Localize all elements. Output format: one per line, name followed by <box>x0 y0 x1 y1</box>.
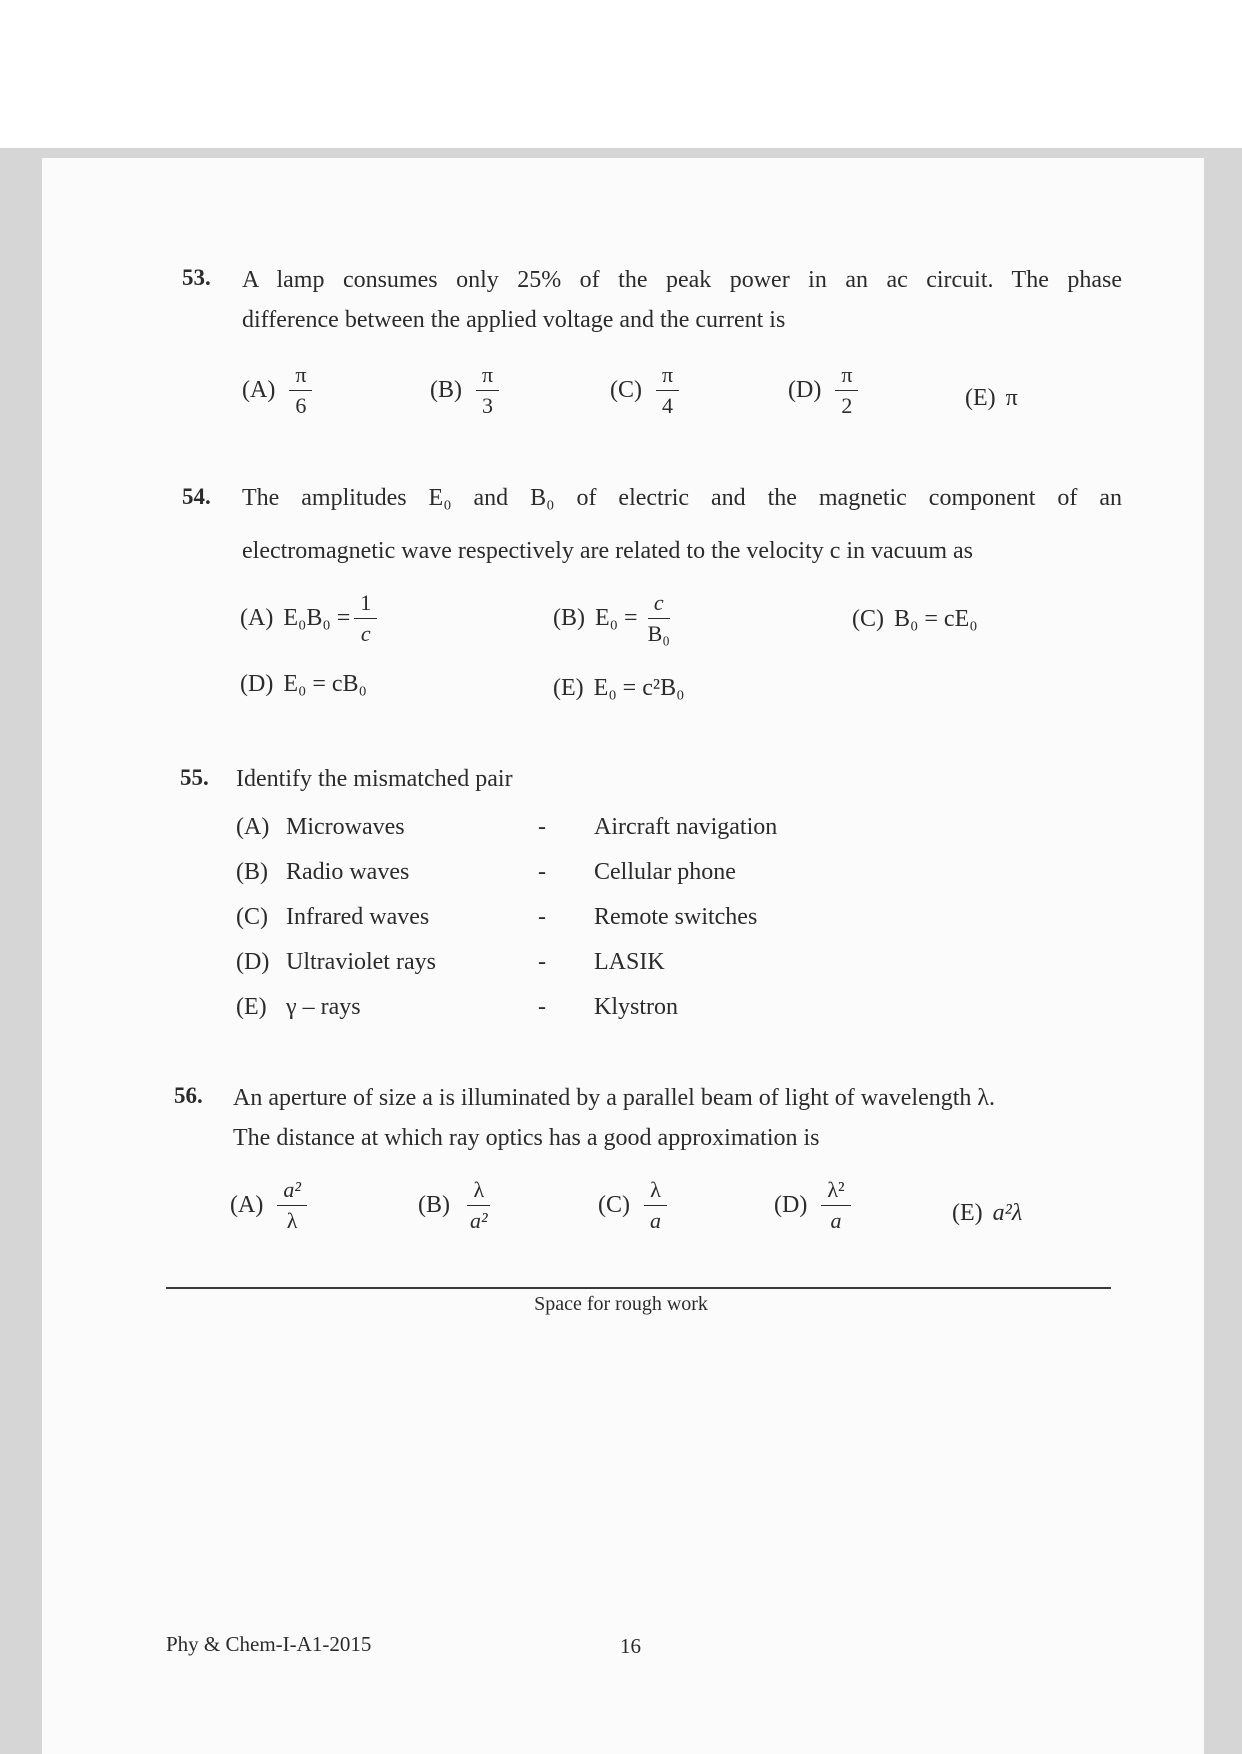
question-54-option-a[interactable]: (A) E₀B₀ = $\frac{1}{c}$ <box>240 590 381 647</box>
fraction: $\frac{\lambda}{\text{a²}}$ <box>464 1177 494 1234</box>
rough-work-label: Space for rough work <box>534 1293 708 1315</box>
page-number: 16 <box>620 1634 641 1658</box>
question-54-option-b[interactable]: (B) E₀ = $\frac{c}{\text{B₀}}$ <box>553 590 680 647</box>
question-54-line-1: The amplitudes E₀ and B₀ of electric and the magnetic component of an <box>242 485 1122 511</box>
question-55-option-c[interactable]: (C) Infrared waves - Remote switches <box>236 904 758 930</box>
question-55-option-d[interactable]: (D) Ultraviolet rays - LASIK <box>236 949 665 975</box>
fraction: $\frac{c}{\text{B₀}}$ <box>647 590 670 646</box>
fraction: $\frac{\pi}{2}$ <box>835 362 858 419</box>
fraction: $\frac{\pi}{3}$ <box>476 362 499 419</box>
fraction: $\frac{\text{λ²}}{a}$ <box>821 1177 850 1234</box>
question-53-option-c[interactable]: (C) $\frac{\pi}{4}$ <box>610 362 683 419</box>
question-55-number: 55. <box>180 765 209 790</box>
question-54-line-2: electromagnetic wave respectively are related to the velocity c in vacuum as <box>242 538 973 564</box>
question-56-number: 56. <box>174 1083 203 1108</box>
question-56-option-c[interactable]: (C) $\frac{\lambda}{a}$ <box>598 1177 671 1234</box>
question-55-text: Identify the mismatched pair <box>236 766 513 792</box>
question-56-line-1: An aperture of size a is illuminated by a parallel beam of light of wavelength λ. <box>233 1085 996 1111</box>
question-54-option-e[interactable]: (E) E₀ = c²B₀ <box>553 675 685 701</box>
question-56-line-2: The distance at which ray optics has a good approximation is <box>233 1125 820 1151</box>
question-54-number: 54. <box>182 484 211 509</box>
question-53-number: 53. <box>182 265 211 290</box>
question-55-option-e[interactable]: (E) γ – rays - Klystron <box>236 994 678 1020</box>
question-53-line-1: A lamp consumes only 25% of the peak power in an ac circuit. The phase <box>242 267 1122 293</box>
question-56-option-b[interactable]: (B) $\frac{\lambda}{\text{a²}}$ <box>418 1177 498 1234</box>
question-56-option-e[interactable]: (E) a²λ <box>952 1200 1023 1226</box>
question-56-option-d[interactable]: (D) $\frac{\text{λ²}}{a}$ <box>774 1177 855 1234</box>
question-54-option-c[interactable]: (C) B₀ = cE₀ <box>852 606 978 632</box>
question-53-option-d[interactable]: (D) $\frac{\pi}{2}$ <box>788 362 862 419</box>
divider-line <box>166 1287 1111 1289</box>
paper-code: Phy & Chem-I-A1-2015 <box>166 1632 372 1656</box>
question-54-option-d[interactable]: (D) E₀ = cB₀ <box>240 671 367 697</box>
question-55-option-a[interactable]: (A) Microwaves - Aircraft navigation <box>236 814 778 840</box>
fraction: $\frac{\lambda}{a}$ <box>644 1177 667 1234</box>
fraction: $\frac{\pi}{6}$ <box>289 362 312 419</box>
fraction: $\frac{1}{c}$ <box>354 590 377 647</box>
question-55-option-b[interactable]: (B) Radio waves - Cellular phone <box>236 859 736 885</box>
question-56-option-a[interactable]: (A) $\frac{\text{a²}}{\lambda}$ <box>230 1177 311 1234</box>
fraction: $\frac{\pi}{4}$ <box>656 362 679 419</box>
question-53-option-e[interactable]: (E) π <box>965 385 1018 411</box>
fraction: $\frac{\text{a²}}{\lambda}$ <box>277 1177 307 1234</box>
question-53-option-a[interactable]: (A) $\frac{\pi}{6}$ <box>242 362 316 419</box>
question-53-option-b[interactable]: (B) $\frac{\pi}{3}$ <box>430 362 503 419</box>
question-53-line-2: difference between the applied voltage and the current is <box>242 307 786 333</box>
